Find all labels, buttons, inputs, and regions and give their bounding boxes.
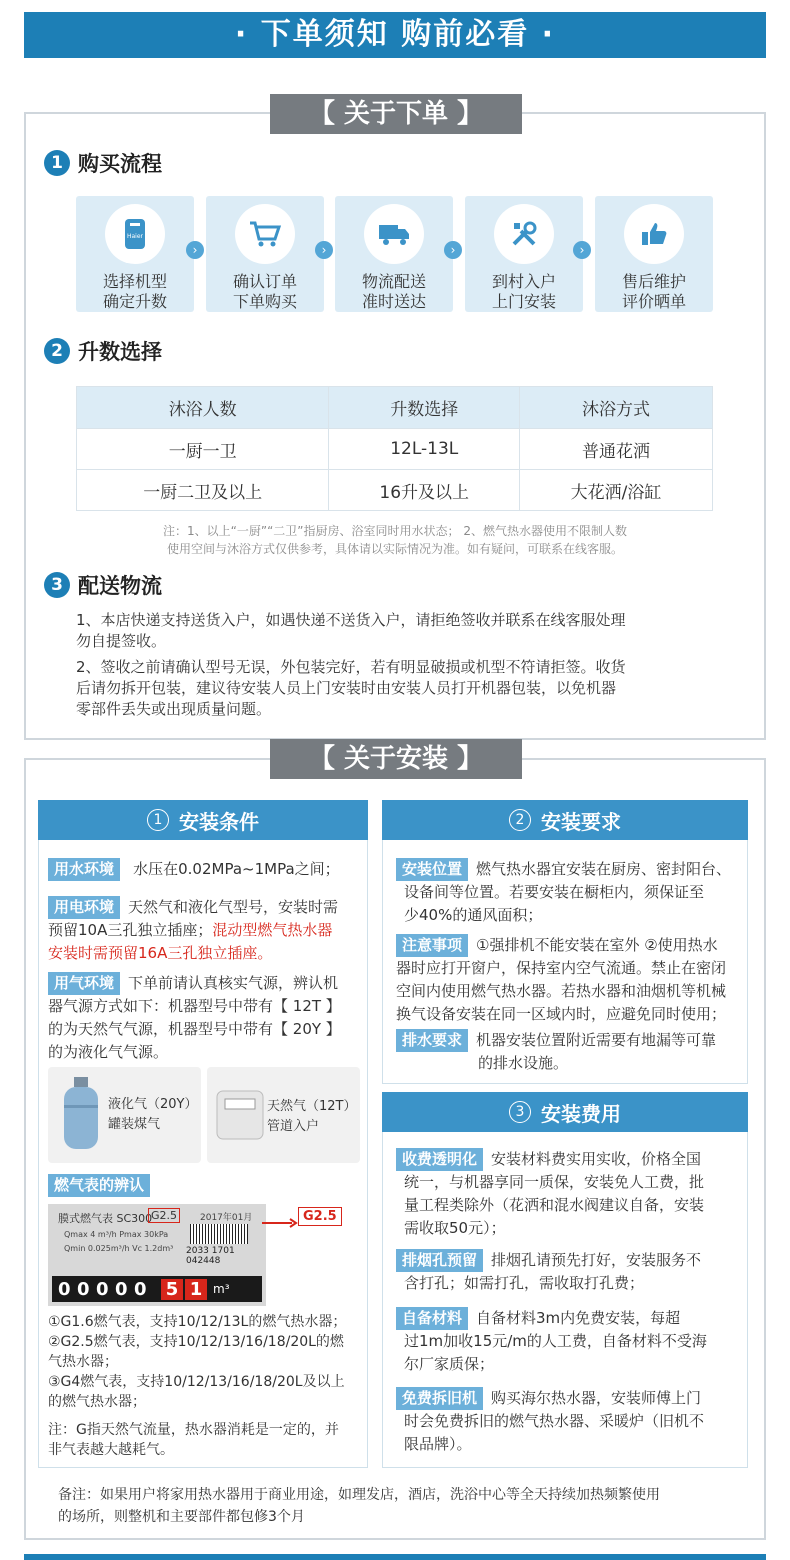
flow-step-delivery [335,196,453,312]
position-text: 设备间等位置。若要安装在橱柜内，须保证至 [404,883,705,901]
natural-gas-label-line1: 天然气（12T） [267,1099,357,1114]
own-materials-text: 过1m加收15元/m的人工费，自备材料不受海 [404,1332,707,1350]
fee-transparency-item [396,1148,744,1240]
step-label-line2: 上门安装 [491,292,556,311]
attention-text: 换气设备安装在同一区域内时，应避免同时使用； [396,1005,727,1023]
meter-digit: 0 [96,1278,109,1300]
delivery-paragraph-1 [76,610,756,652]
purchase-flow-heading [44,148,162,178]
chevron-right-icon: › [186,241,204,259]
step-label-line2: 确定升数 [102,292,167,311]
meter-spec-qmin: Qmin 0.025m³/h Vc 1.2dm³ [64,1244,174,1253]
attention-tag: 注意事项 [396,934,468,957]
gas-env-text: 的为液化气气源。 [48,1043,169,1061]
chevron-right-icon: › [573,241,591,259]
meter-g4: ③G4燃气表，支持10/12/13/16/18/20L及以上 [48,1374,345,1390]
water-heater-icon [105,204,165,264]
water-env-text: 水压在0.02MPa~1MPa之间； [133,860,340,878]
delivery-truck-icon [364,204,424,264]
drainage-text: 机器安装位置附近需要有地漏等可靠 [476,1031,717,1049]
step-label-line2: 下单购买 [232,292,297,311]
meter-unit: m³ [213,1282,230,1296]
step-label-line1: 物流配送 [361,272,426,291]
position-item [396,858,744,927]
natural-gas-box [207,1067,360,1163]
table-cell: 一厨一卫 [77,429,329,470]
page-banner-title: · 下单须知 购前必看 · [24,12,766,58]
lpg-label-line2: 罐装煤气 [108,1117,161,1132]
remark-line2: 的场所，则整机和主要部件都包修3个月 [58,1509,305,1525]
position-text: 少40%的通风面积； [404,906,543,924]
meter-g25: 气热水器； [48,1354,118,1370]
power-env-tag: 用电环境 [48,896,120,919]
remark-line1: 备注：如果用户将家用热水器用于商业用途，如理发店，酒店，洗浴中心等全天持续加热频繁使用 [58,1487,660,1503]
order-panel-tab: 【 关于下单 】 [270,94,522,134]
table-cell: 16升及以上 [329,470,520,511]
table-header: 升数选择 [329,387,520,429]
card-number-badge: 3 [509,1101,531,1123]
own-materials-tag: 自备材料 [396,1307,468,1330]
fee-transparency-tag: 收费透明化 [396,1148,483,1171]
delivery-paragraph-2 [76,657,756,720]
capacity-note-line2: 使用空间与沐浴方式仅供参考，具体请以实际情况为准。如有疑问，可联系在线客服。 [166,542,623,556]
power-env-item [48,896,366,965]
step-label-line2: 准时送达 [361,292,426,311]
meter-callout-label: G2.5 [298,1207,342,1226]
table-cell: 一厨二卫及以上 [77,470,329,511]
old-unit-removal-text: 限品牌）。 [404,1435,472,1453]
card-title: 安装费用 [541,1101,621,1126]
step-label-line1: 售后维护 [621,272,686,291]
power-env-warning: 安装时需预留16A三孔独立插座。 [48,944,273,962]
section-number-badge: 1 [44,150,70,176]
fee-transparency-text: 统一，与机器享同一质保，安装免人工费，批 [404,1173,705,1191]
install-panel-tab: 【 关于安装 】 [270,739,522,779]
delivery-heading [44,570,162,600]
old-unit-removal-text: 时会免费拆旧的燃气热水器、采暖炉（旧机不 [404,1412,705,1430]
flue-hole-text: 含打孔；如需打孔，需收取打孔费； [404,1274,645,1292]
gas-env-text: 的为天然气气源，机器型号中带有【 20Y 】 [48,1020,341,1038]
natural-gas-label-line2: 管道入户 [267,1119,320,1134]
attention-item [396,934,744,1026]
lpg-tank-box [48,1067,201,1163]
meter-note: 注：G指天然气流量，热水器消耗是一定的，并 [48,1422,339,1438]
card-number-badge: 1 [147,809,169,831]
flue-hole-item [396,1249,744,1295]
meter-digit: 0 [58,1278,71,1300]
lpg-label-line1: 液化气（20Y） [108,1097,198,1112]
own-materials-text: 自备材料3m内免费安装，每超 [476,1309,681,1327]
card-header [382,800,748,840]
flue-hole-tag: 排烟孔预留 [396,1249,483,1272]
water-env-item [48,858,364,881]
paragraph-line: 1、本店快递支持送货入户，如遇快递不送货入户，请拒绝签收并联系在线客服处理 [76,611,626,629]
section-title: 配送物流 [78,574,162,598]
table-cell: 普通花洒 [520,429,713,470]
fee-transparency-text: 安装材料费实用实收，价格全国 [491,1150,702,1168]
step-label-line1: 选择机型 [102,272,167,291]
gas-env-text: 器气源方式如下：机器型号中带有【 12T 】 [48,997,341,1015]
meter-brand-text: 膜式燃气表 SC300 [58,1212,153,1225]
thumbs-up-icon [624,204,684,264]
flow-step-aftersale [595,196,713,312]
gas-env-tag: 用气环境 [48,972,120,995]
meter-g16: ①G1.6燃气表，支持10/12/13L的燃气热水器； [48,1314,347,1330]
step-label-line2: 评价晒单 [621,292,686,311]
drainage-tag: 排水要求 [396,1029,468,1052]
bottom-accent-bar [24,1554,766,1560]
paragraph-line: 零部件丢失或出现质量问题。 [76,700,272,718]
paragraph-line: 勿自提签收。 [76,632,167,650]
meter-support-list [48,1312,366,1460]
chevron-right-icon: › [315,241,333,259]
section-number-badge: 3 [44,572,70,598]
drainage-text: 的排水设施。 [478,1054,569,1072]
card-header [382,1092,748,1132]
capacity-note-line1: 注：1、以上“一厨”“二卫”指厨房、浴室同时用水状态； 2、燃气热水器使用不限制人数 [163,524,627,538]
old-unit-removal-tag: 免费拆旧机 [396,1387,483,1410]
own-materials-item [396,1307,744,1376]
meter-note: 非气表越大越耗气。 [48,1442,174,1458]
card-title: 安装条件 [179,809,259,834]
paragraph-line: 后请勿拆开包装，建议待安装人员上门安装时由安装人员打开机器包装，以免机器 [76,679,617,697]
paragraph-line: 2、签收之前请确认型号无误，外包装完好，若有明显破损或机型不符请拒签。收货 [76,658,626,676]
meter-g4: 的燃气热水器； [48,1394,146,1410]
table-header-row [77,387,713,429]
fee-transparency-text: 需收取50元）； [404,1219,506,1237]
meter-g25: ②G2.5燃气表，支持10/12/13/16/18/20L的燃 [48,1334,344,1350]
arrow-right-icon [262,1213,298,1232]
position-text: 燃气热水器宜安装在厨房、密封阳台、 [476,860,732,878]
table-cell: 12L-13L [329,429,520,470]
card-header [38,800,368,840]
meter-serial: 2033 1701 042448 [186,1246,235,1266]
power-env-text-part: 预留10A三孔独立插座； [48,921,213,939]
water-env-tag: 用水环境 [48,858,120,881]
attention-text: ①强排机不能安装在室外 ②使用热水 [476,936,718,954]
meter-date: 2017年01月 [200,1213,253,1223]
power-env-warning: 混动型燃气热水器 [212,921,333,939]
table-row [77,470,713,511]
fee-transparency-text: 量工程类除外（花洒和混水阀建议自备，安装 [404,1196,705,1214]
own-materials-text: 尔厂家质保； [404,1355,495,1373]
meter-digit: 0 [134,1278,147,1300]
drainage-item [396,1029,744,1075]
card-number-badge: 2 [509,809,531,831]
power-env-text [48,919,366,942]
meter-digit: 0 [115,1278,128,1300]
chevron-right-icon: › [444,241,462,259]
gas-meter-icon [213,1085,267,1149]
meter-counter [52,1276,262,1302]
flow-step-select [76,196,194,312]
tools-icon [494,204,554,264]
old-unit-removal-item [396,1387,744,1456]
step-label-line1: 到村入户 [491,272,556,291]
capacity-heading [44,336,162,366]
card-title: 安装要求 [541,809,621,834]
meter-barcode [190,1224,248,1244]
meter-identification-tag: 燃气表的辨认 [48,1174,150,1197]
gas-cylinder-icon [56,1075,106,1159]
power-env-text: 天然气和液化气型号，安装时需 [128,898,339,916]
old-unit-removal-text: 购买海尔热水器，安装师傅上门 [491,1389,702,1407]
flue-hole-text: 排烟孔请预先打好，安装服务不 [491,1251,702,1269]
section-title: 升数选择 [78,340,162,364]
gas-env-item [48,972,366,1064]
section-number-badge: 2 [44,338,70,364]
table-cell: 大花洒/浴缸 [520,470,713,511]
meter-digit: 1 [185,1279,207,1300]
meter-digit: 0 [77,1278,90,1300]
meter-spec-qmax: Qmax 4 m³/h Pmax 30kPa [64,1230,169,1239]
step-label-line1: 确认订单 [232,272,297,291]
attention-text: 空间内使用燃气热水器。若热水器和油烟机等机械 [396,982,727,1000]
meter-code-box: G2.5 [148,1208,180,1223]
table-header: 沐浴人数 [77,387,329,429]
section-title: 购买流程 [78,152,162,176]
svg-text:Haier: Haier [126,233,144,240]
gas-env-text: 下单前请认真核实气源，辨认机 [128,974,339,992]
shopping-cart-icon [235,204,295,264]
flow-step-confirm [206,196,324,312]
flow-step-install [465,196,583,312]
attention-text: 器时应打开窗户，保持室内空气流通。禁止在密闭 [396,959,727,977]
table-header: 沐浴方式 [520,387,713,429]
meter-digit: 5 [161,1279,183,1300]
position-tag: 安装位置 [396,858,468,881]
capacity-table [76,386,713,511]
gas-meter-photo [48,1204,266,1306]
table-row [77,429,713,470]
